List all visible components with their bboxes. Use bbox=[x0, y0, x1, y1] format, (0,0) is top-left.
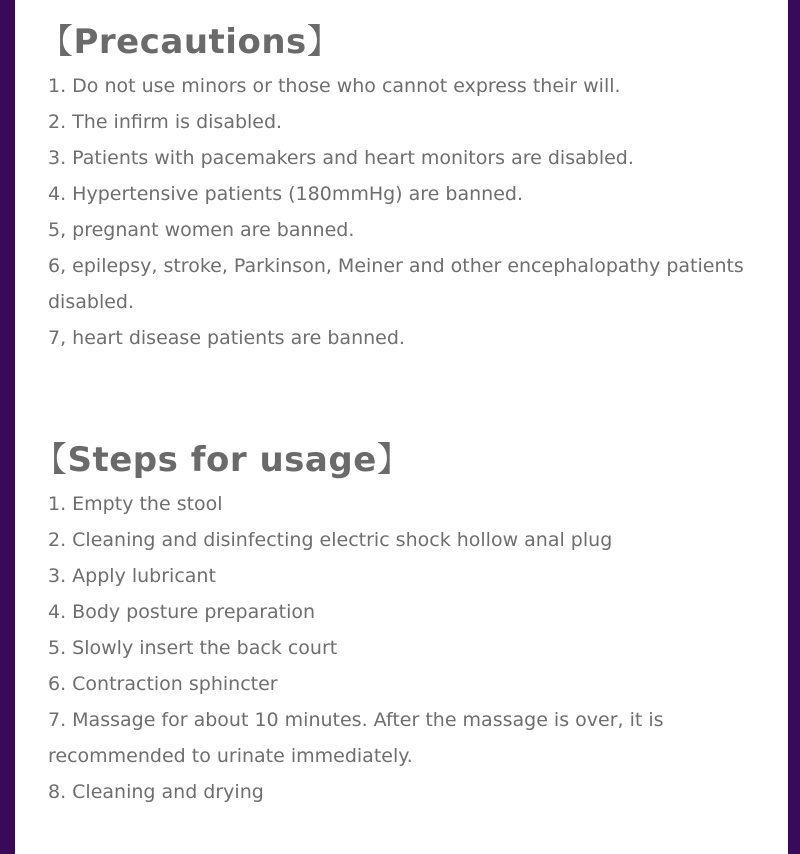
bracket-close: 】 bbox=[376, 440, 412, 480]
list-item: 8. Cleaning and drying bbox=[48, 781, 264, 803]
precautions-list bbox=[48, 68, 788, 356]
list-item: 7, heart disease patients are banned. bbox=[48, 327, 405, 349]
list-item: 2. Cleaning and disinfecting electric shock hollow anal plug bbox=[48, 529, 613, 551]
list-item: 4. Hypertensive patients (180mmHg) are banned. bbox=[48, 183, 523, 205]
precautions-title: Precautions bbox=[73, 22, 307, 62]
content-panel bbox=[15, 0, 788, 854]
list-item: 3. Patients with pacemakers and heart monitors are disabled. bbox=[48, 147, 634, 169]
bracket-close: 】 bbox=[306, 22, 342, 62]
bracket-open: 【 bbox=[39, 22, 74, 62]
list-item: 1. Empty the stool bbox=[48, 493, 223, 515]
steps-list bbox=[48, 486, 788, 810]
list-item: 5, pregnant women are banned. bbox=[48, 219, 355, 241]
steps-title: Steps for usage bbox=[67, 440, 377, 480]
list-item: 5. Slowly insert the back court bbox=[48, 637, 338, 659]
precautions-heading bbox=[39, 14, 341, 63]
list-item: 1. Do not use minors or those who cannot express their will. bbox=[48, 75, 621, 97]
list-item: 6, epilepsy, stroke, Parkinson, Meiner and other encephalopathy patients disabled. bbox=[48, 255, 744, 313]
list-item: 4. Body posture preparation bbox=[48, 601, 316, 623]
bracket-open: 【 bbox=[33, 440, 68, 480]
steps-heading bbox=[33, 432, 411, 481]
list-item: 6. Contraction sphincter bbox=[48, 673, 278, 695]
list-item: 7. Massage for about 10 minutes. After the massage is over, it is recommended to urinate immediately. bbox=[48, 709, 664, 767]
list-item: 2. The infirm is disabled. bbox=[48, 111, 283, 133]
list-item: 3. Apply lubricant bbox=[48, 565, 216, 587]
